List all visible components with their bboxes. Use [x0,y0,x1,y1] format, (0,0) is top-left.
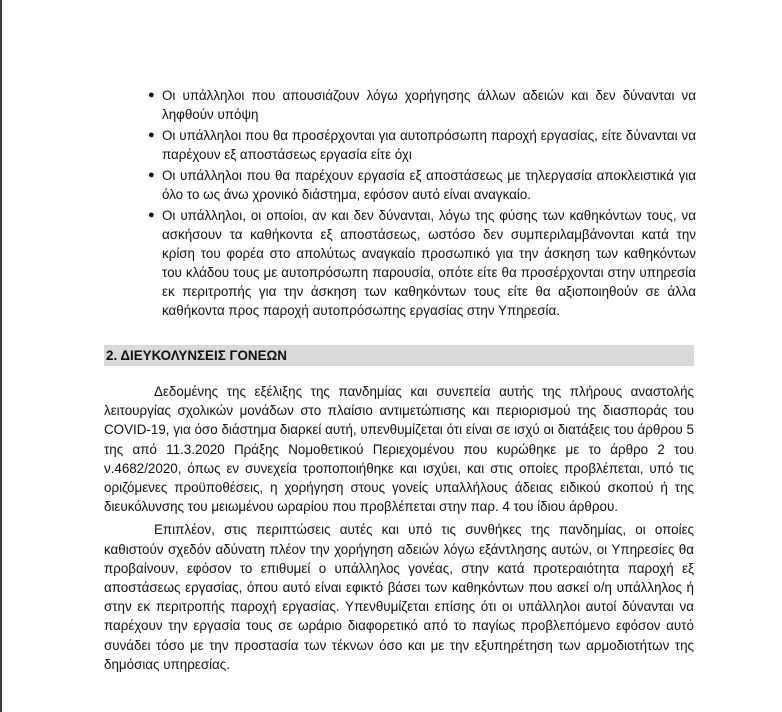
list-item [148,206,696,320]
bullet-text: Οι υπάλληλοι, οι οποίοι, αν και δεν δύνανται, λόγω της φύσης των καθηκόντων τους, να ασκήσουν τα καθήκοντα εξ αποστάσεως, ωστόσο δεν συμπεριλαμβάνονται κατά την κρίση του φορέα στο απολύτως αναγκαίο προσωπικό για την άσκηση των καθηκόντων του κλάδου τους με αυτοπρόσωπη παρουσία, οπότε είτε θα προσέρχονται στην υπηρεσία εκ περιτροπής για την άσκηση των καθηκόντων τους είτε θα αξιοποιηθούν σε άλλα καθήκοντα προς παροχή αυτοπρόσωπης εργασίας στην Υπηρεσία. [162,208,696,318]
list-item [148,86,696,124]
paragraph: Επιπλέον, στις περιπτώσεις αυτές και υπό τις συνθήκες της πανδημίας, οι οποίες καθιστούν σχεδόν αδύνατη πλέον την χορήγηση αδειών λόγω εξάντλησης αυτών, οι Υπηρεσίες θα προβαίνουν, εφόσον το επιθυμεί ο υπάλληλος γονέας, στην κατά προτεραιότητα παροχή εξ αποστάσεως εργασίας, όπου αυτό είναι εφικτό βάσει των καθηκόντων που ασκεί ο/η υπάλληλος ή στην εκ περιτροπής παροχή εργασίας. Υπενθυμίζεται επίσης ότι οι υπάλληλοι αυτοί δύνανται να παρέχουν την εργασία τους σε ωράριο διαφορετικό από το παγίως προβλεπόμενο εφόσον αυτό συνάδει τόσο με την προστασία των τέκνων όσο και με την εξυπηρέτηση των αρμοδιοτήτων της δημόσιας υπηρεσίας. [104,522,694,672]
bullet-icon: ● [148,169,155,181]
bullet-icon: ● [148,129,155,141]
paragraph: Δεδομένης της εξέλιξης της πανδημίας και συνεπεία αυτής της πλήρους αναστολής λειτουργίας σχολικών μονάδων στο πλαίσιο αντιμετώπισης και περιορισμού της διασποράς του COVID-19, για όσο διάστημα διαρκεί αυτή, υπενθυμίζεται ότι είναι σε ισχύ οι διατάξεις του άρθρου 5 της από 11.3.2020 Πράξης Νομοθετικού Περιεχομένου που κυρώθηκε με το άρθρο 2 του ν.4682/2020, όπως εν συνεχεία τροποποιήθηκε και ισχύει, και στις οποίες προβλέπεται, υπό τις οριζόμενες προϋποθέσεις, η χορήγηση στους γονείς υπαλλήλους άδειας ειδικού σκοπού ή της διευκόλυνσης του μειωμένου ωραρίου που προβλέπεται στην παρ. 4 του ίδιου άρθρου. [104,384,694,515]
bullet-icon: ● [148,209,155,221]
bullet-icon: ● [148,89,155,101]
section-body [104,382,694,678]
bullet-text: Οι υπάλληλοι που απουσιάζουν λόγω χορήγησης άλλων αδειών και δεν δύνανται να ληφθούν υπόψη [162,88,696,122]
bullet-text: Οι υπάλληλοι που θα προσέρχονται για αυτοπρόσωπη παροχή εργασίας, είτε δύνανται να παρέχουν εξ αποστάσεως εργασία είτε όχι [162,128,696,162]
employee-bullet-list [148,86,696,322]
page-left-edge [0,0,2,712]
bullet-text: Οι υπάλληλοι που θα παρέχουν εργασία εξ αποστάσεως με τηλεργασία αποκλειστικά για όλο το ως άνω χρονικό διάστημα, εφόσον αυτό είναι αναγκαίο. [162,168,696,202]
list-item [148,126,696,164]
list-item [148,166,696,204]
section-heading: 2. ΔΙΕΥΚΟΛΥΝΣΕΙΣ ΓΟΝΕΩΝ [104,345,694,366]
